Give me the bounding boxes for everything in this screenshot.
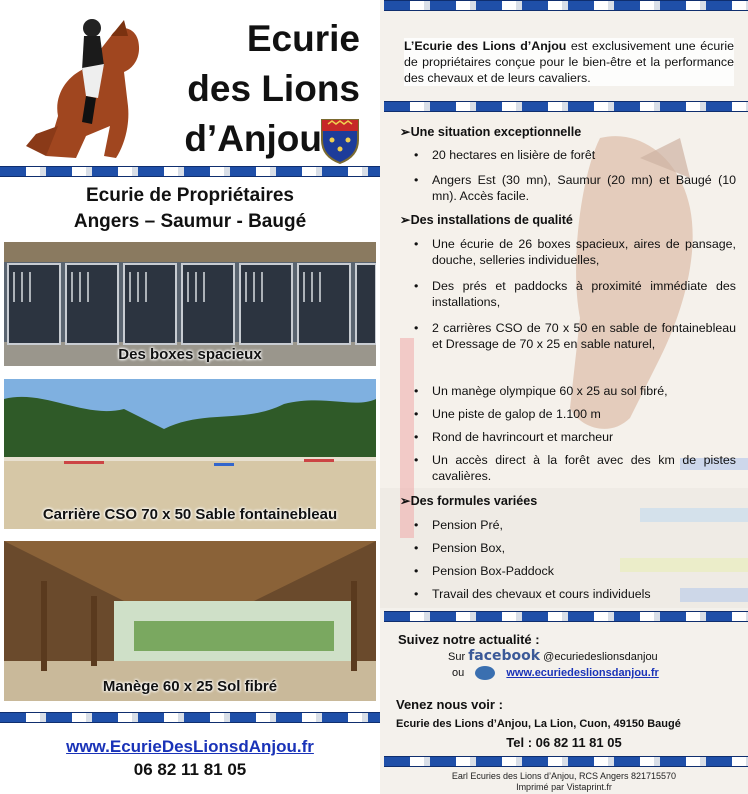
site-link[interactable]: www.ecuriedeslionsdanjou.fr xyxy=(506,666,659,679)
indoor-arena-image xyxy=(4,541,376,701)
decorative-stripe xyxy=(384,756,748,767)
phone-number: 06 82 11 81 05 xyxy=(133,760,247,779)
list-item: • Pension Box, xyxy=(414,540,736,556)
legal-footer: Earl Ecuries des Lions d’Anjou, RCS Angers 821715570 xyxy=(451,771,677,781)
website-link[interactable]: www.EcurieDesLionsdAnjou.fr xyxy=(66,737,314,756)
intro-paragraph xyxy=(404,38,734,86)
address: Ecurie des Lions d’Anjou, La Lion, Cuon, 49150 Baugé xyxy=(396,718,681,730)
visit-heading: Venez nous voir : xyxy=(396,697,503,712)
photo-caption: Des boxes spacieux xyxy=(118,346,262,363)
anjou-crest-icon xyxy=(320,118,360,164)
list-item: • Un accès direct à la forêt avec des km de pistes cavalières. xyxy=(414,452,736,484)
globe-icon xyxy=(475,666,495,680)
list-item: • Une piste de galop de 1.100 m xyxy=(414,406,736,422)
decorative-stripe xyxy=(0,166,380,177)
list-item: • Pension Box-Paddock xyxy=(414,563,736,579)
page-title-line: des Lions xyxy=(187,68,360,109)
facebook-handle[interactable]: @ecuriedeslionsdanjou xyxy=(543,651,658,663)
list-item: • Travail des chevaux et cours individuels xyxy=(414,586,736,602)
list-item: • 2 carrières CSO de 70 x 50 en sable de fontainebleau et Dressage de 70 x 25 en sable naturel, xyxy=(414,320,736,352)
list-item: • 20 hectares en lisière de forêt xyxy=(414,147,736,163)
list-item: • Angers Est (30 mn), Saumur (20 mn) et Baugé (10 mn). Accès facile. xyxy=(414,172,736,204)
list-item: • Rond de havrincourt et marcheur xyxy=(414,429,736,445)
photo-boxes xyxy=(4,242,376,366)
follow-heading: Suivez notre actualité : xyxy=(398,632,540,647)
telephone: Tel : 06 82 11 81 05 xyxy=(506,735,622,750)
intro-bold: L’Ecurie des Lions d’Anjou xyxy=(404,39,567,53)
list-item: • Des prés et paddocks à proximité immédiate des installations, xyxy=(414,278,736,310)
rider-on-horse-image xyxy=(6,6,146,160)
photo-indoor-arena xyxy=(4,541,376,701)
list-item: • Un manège olympique 60 x 25 au sol fibré, xyxy=(414,383,736,399)
facebook-logo-icon[interactable]: facebook xyxy=(468,648,541,664)
list-item: • Une écurie de 26 boxes spacieux, aires de pansage, douche, selleries individuelles, xyxy=(414,236,736,268)
intro-text: est exclusivement une écurie de propriétaires conçue pour le bien-être et la performance des chevaux et de leurs cavaliers. xyxy=(404,39,734,85)
sur-label: Sur xyxy=(448,651,466,663)
photo-arena xyxy=(4,379,376,529)
photo-caption: Manège 60 x 25 Sol fibré xyxy=(102,678,278,695)
ou-label: ou xyxy=(452,666,465,679)
list-item: • Pension Pré, xyxy=(414,517,736,533)
decorative-stripe xyxy=(384,0,748,11)
decorative-stripe xyxy=(384,611,748,622)
website-row xyxy=(452,666,659,680)
decorative-stripe xyxy=(384,101,748,112)
subtitle-locations: Angers – Saumur - Baugé xyxy=(73,211,307,232)
section-heading: ➢Une situation exceptionnelle xyxy=(400,125,582,139)
section-heading: ➢Des installations de qualité xyxy=(400,213,573,227)
subtitle-owners-stable: Ecurie de Propriétaires xyxy=(85,185,295,206)
photo-caption: Carrière CSO 70 x 50 Sable fontainebleau xyxy=(42,506,338,523)
section-heading: ➢Des formules variées xyxy=(400,494,538,508)
decorative-stripe xyxy=(0,712,380,723)
page-title-line: Ecurie xyxy=(246,18,360,59)
page-title-line: d’Anjou xyxy=(184,118,322,159)
printer-footer: Imprimé par Vistaprint.fr xyxy=(516,782,612,792)
facebook-row xyxy=(448,648,658,664)
